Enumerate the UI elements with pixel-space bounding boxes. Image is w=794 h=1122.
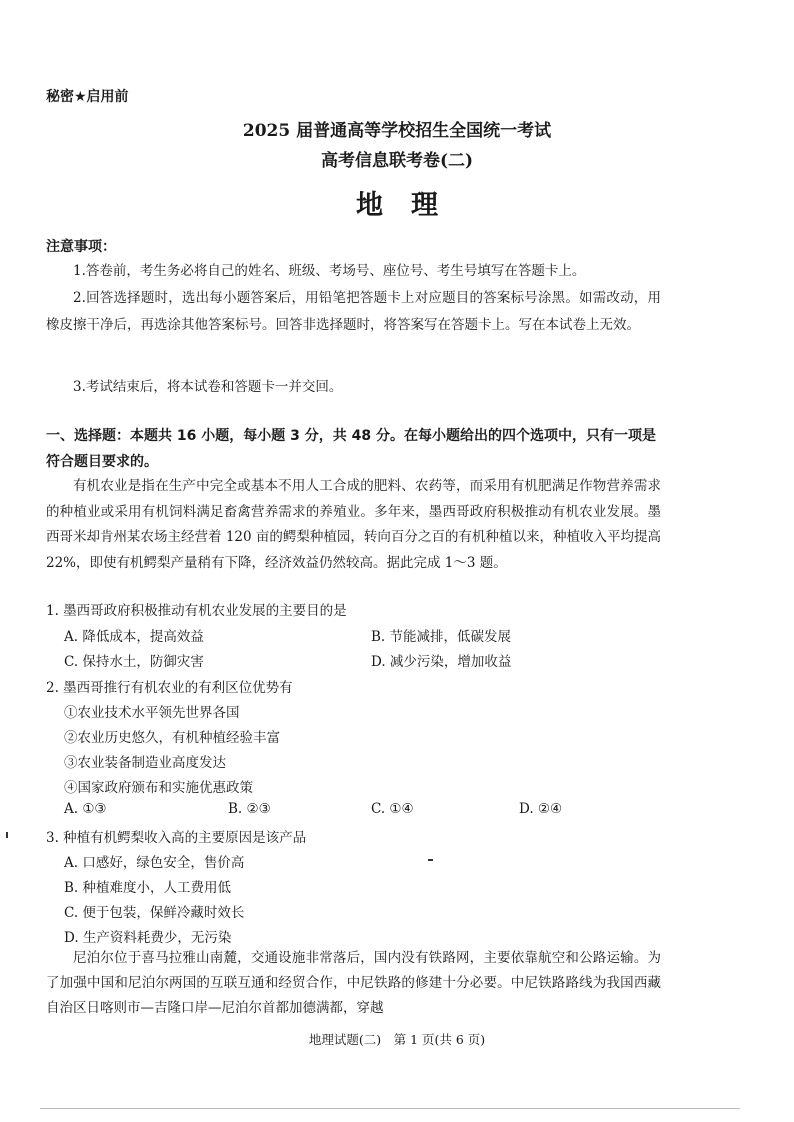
q3-option-d: D. 生产资料耗费少，无污染	[64, 930, 232, 946]
scan-edge-line	[40, 1108, 740, 1109]
scan-speck	[6, 832, 8, 838]
q3-option-b: B. 种植难度小，人工费用低	[64, 880, 232, 896]
question-3-stem: 3. 种植有机鳄梨收入高的主要原因是该产品	[46, 830, 307, 846]
q1-option-b: B. 节能减排，低碳发展	[371, 629, 512, 645]
section-heading: 一、选择题：本题共 16 小题，每小题 3 分，共 48 分。在每小题给出的四个选项中，只有一项是符合题目要求的。	[46, 428, 656, 470]
confidential-label: 秘密★启用前	[46, 89, 129, 105]
q1-option-a: A. 降低成本，提高效益	[64, 629, 204, 645]
page-footer: 地理试题(二) 第 1 页(共 6 页)	[308, 1032, 486, 1047]
q3-option-a: A. 口感好，绿色安全，售价高	[64, 855, 245, 871]
passage-nepal-railway: 尼泊尔位于喜马拉雅山南麓，交通设施非常落后，国内没有铁路网，主要依靠航空和公路运输。为了加强中国和尼泊尔两国的互联互通和经贸合作，中尼铁路的修建十分必要。中尼铁路路线为我国西藏自治区日喀则市—吉隆口岸—尼泊尔首都加德满都，穿越	[46, 950, 661, 1016]
subject-title: 地理	[356, 190, 466, 221]
notice-item-3: 3.考试结束后，将本试卷和答题卡一并交回。	[73, 379, 343, 395]
exam-title: 2025 届普通高等学校招生全国统一考试	[242, 121, 552, 141]
notice-heading: 注意事项：	[46, 239, 116, 255]
q2-statement-4: ④国家政府颁布和实施优惠政策	[64, 780, 253, 796]
q1-option-c: C. 保持水土，防御灾害	[64, 654, 204, 670]
q2-option-a: A. ①③	[64, 801, 107, 817]
q2-statement-1: ①农业技术水平领先世界各国	[64, 705, 240, 721]
q3-option-c: C. 便于包装，保鲜冷藏时效长	[64, 905, 245, 921]
notice-item-1: 1.答卷前，考生务必将自己的姓名、班级、考场号、座位号、考生号填写在答题卡上。	[73, 263, 586, 279]
notice-item-2: 2.回答选择题时，选出每小题答案后，用铅笔把答题卡上对应题目的答案标号涂黑。如需改动，用橡皮擦干净后，再选涂其他答案标号。回答非选择题时，将答案写在答题卡上。写在本试卷上无效。	[46, 290, 661, 333]
q1-option-d: D. 减少污染，增加收益	[371, 654, 512, 670]
question-2-stem: 2. 墨西哥推行有机农业的有利区位优势有	[46, 680, 293, 696]
q2-statement-2: ②农业历史悠久，有机种植经验丰富	[64, 730, 280, 746]
question-1-stem: 1. 墨西哥政府积极推动有机农业发展的主要目的是	[46, 603, 347, 619]
q2-option-b: B. ②③	[228, 801, 271, 817]
passage-organic-farming: 有机农业是指在生产中完全或基本不用人工合成的肥料、农药等，而采用有机肥满足作物营养需求的种植业或采用有机饲料满足畜禽营养需求的养殖业。多年来，墨西哥政府积极推动有机农业发展。墨西哥米却肯州某农场主经营着 120 亩的鳄梨种植园，转向百分之百的有机种植以来，种植收入平均提高 22%，即使有机鳄梨产量稍有下降，经济效益仍然较高。据此完成 1～3 题。	[46, 478, 661, 571]
q2-option-c: C. ①④	[371, 801, 414, 817]
exam-subtitle: 高考信息联考卷(二)	[320, 151, 474, 171]
q2-statement-3: ③农业装备制造业高度发达	[64, 755, 226, 771]
scan-speck	[428, 859, 433, 861]
q2-option-d: D. ②④	[519, 801, 563, 817]
